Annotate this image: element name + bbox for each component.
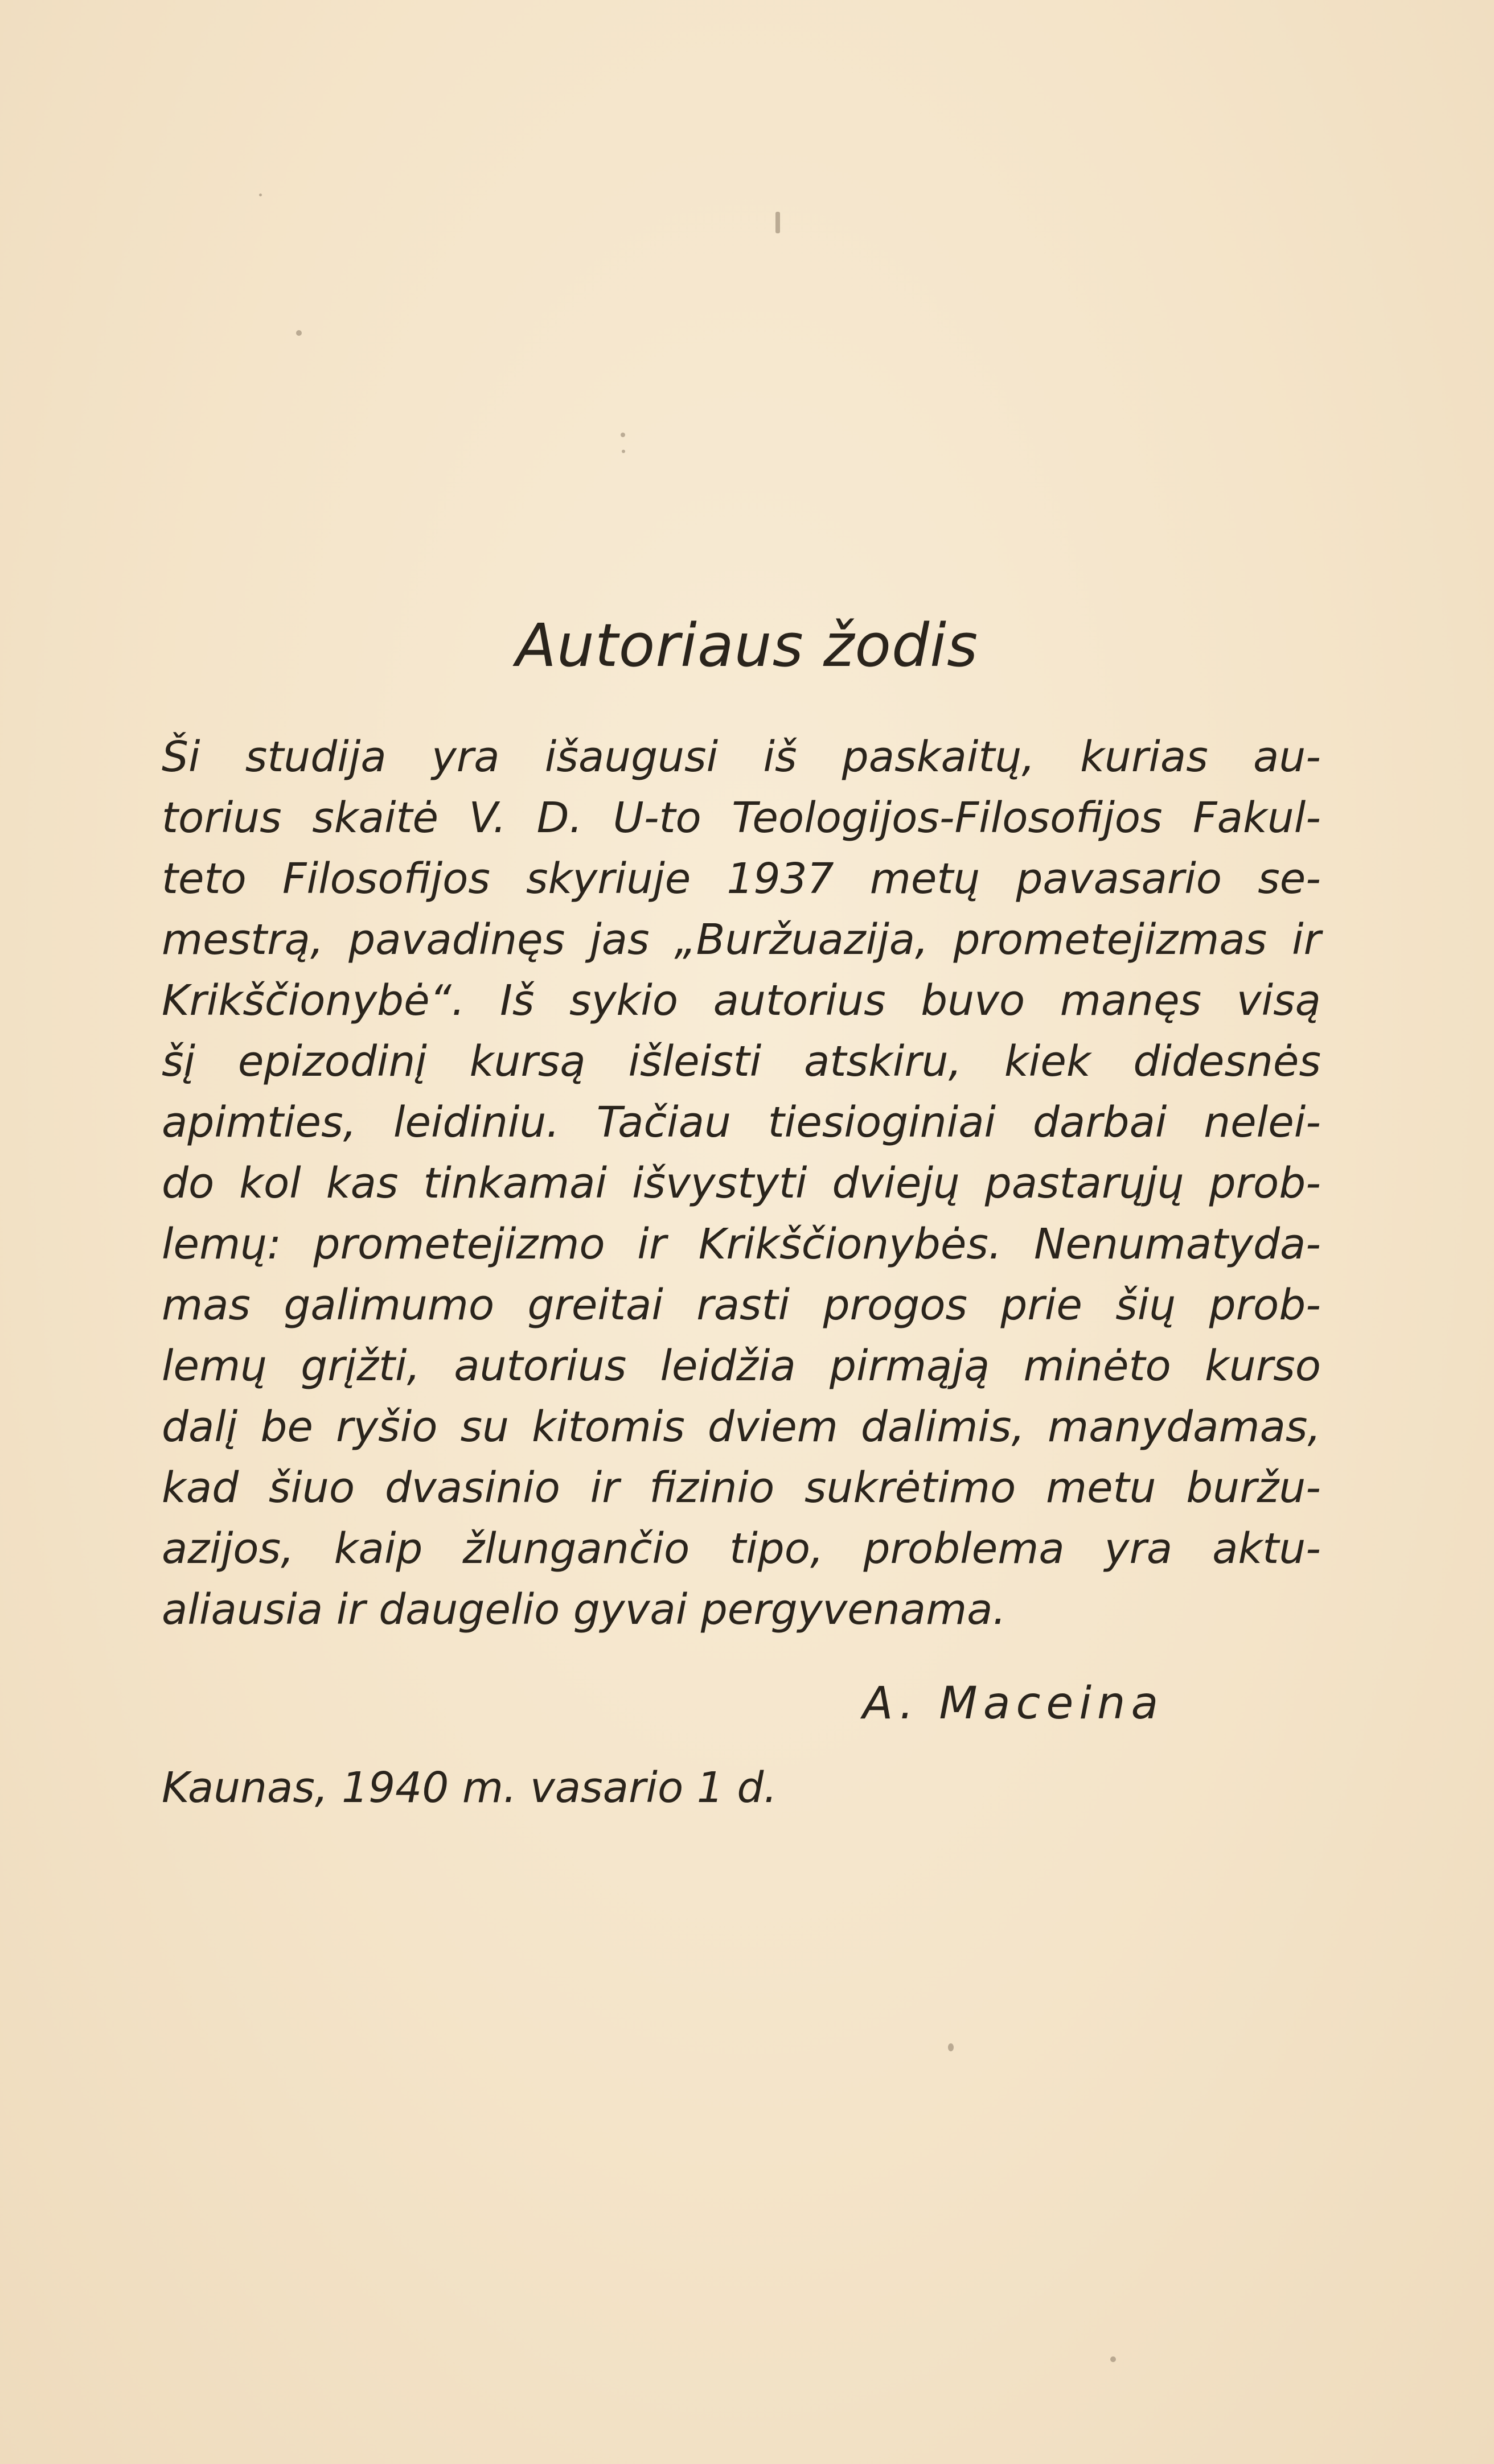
paper-speck — [948, 2043, 954, 2051]
paragraph-line: azijos, kaip žlungančio tipo, problema yra aktu- — [162, 1524, 1321, 1573]
paper-speck — [621, 433, 625, 437]
paragraph-line: do kol kas tinkamai išvystyti dviejų pastarųjų prob- — [162, 1159, 1321, 1208]
paper-speck — [622, 450, 625, 453]
paragraph-line: Krikščionybė“. Iš sykio autorius buvo manęs visą — [162, 976, 1321, 1025]
paragraph-line: šį epizodinį kursą išleisti atskiru, kiek didesnės — [162, 1037, 1321, 1086]
paragraph-line: kad šiuo dvasinio ir fizinio sukrėtimo metu buržu- — [162, 1463, 1321, 1512]
paragraph-line: lemų grįžti, autorius leidžia pirmąją minėto kurso — [162, 1342, 1321, 1391]
paper-speck — [1110, 2356, 1116, 2362]
paper-speck — [775, 212, 780, 233]
paragraph-line: Ši studija yra išaugusi iš paskaitų, kurias au- — [162, 733, 1321, 781]
paragraph-line: apimties, leidiniu. Tačiau tiesioginiai darbai nelei- — [162, 1098, 1321, 1147]
paper-speck — [259, 194, 262, 196]
foreword-paragraph — [162, 727, 1321, 1640]
paper-speck — [296, 330, 302, 336]
place-and-date: Kaunas, 1940 m. vasario 1 d. — [162, 1763, 777, 1812]
paragraph-line: mestrą, pavadinęs jas „Buržuazija, prometejizmas ir — [162, 915, 1321, 964]
paragraph-line: aliausia ir daugelio gyvai pergyvenama. — [162, 1585, 1007, 1634]
paragraph-line: teto Filosofijos skyriuje 1937 metų pavasario se- — [162, 854, 1321, 903]
paragraph-line: dalį be ryšio su kitomis dviem dalimis, manydamas, — [162, 1402, 1321, 1451]
paragraph-line: torius skaitė V. D. U-to Teologijos-Filosofijos Fakul- — [162, 793, 1321, 842]
paragraph-line: mas galimumo greitai rasti progos prie šių prob- — [162, 1281, 1321, 1330]
paragraph-line: lemų: prometejizmo ir Krikščionybės. Nenumatyda- — [162, 1220, 1321, 1269]
author-signature: A. Maceina — [863, 1678, 1164, 1729]
page-title: Autoriaus žodis — [515, 611, 979, 680]
